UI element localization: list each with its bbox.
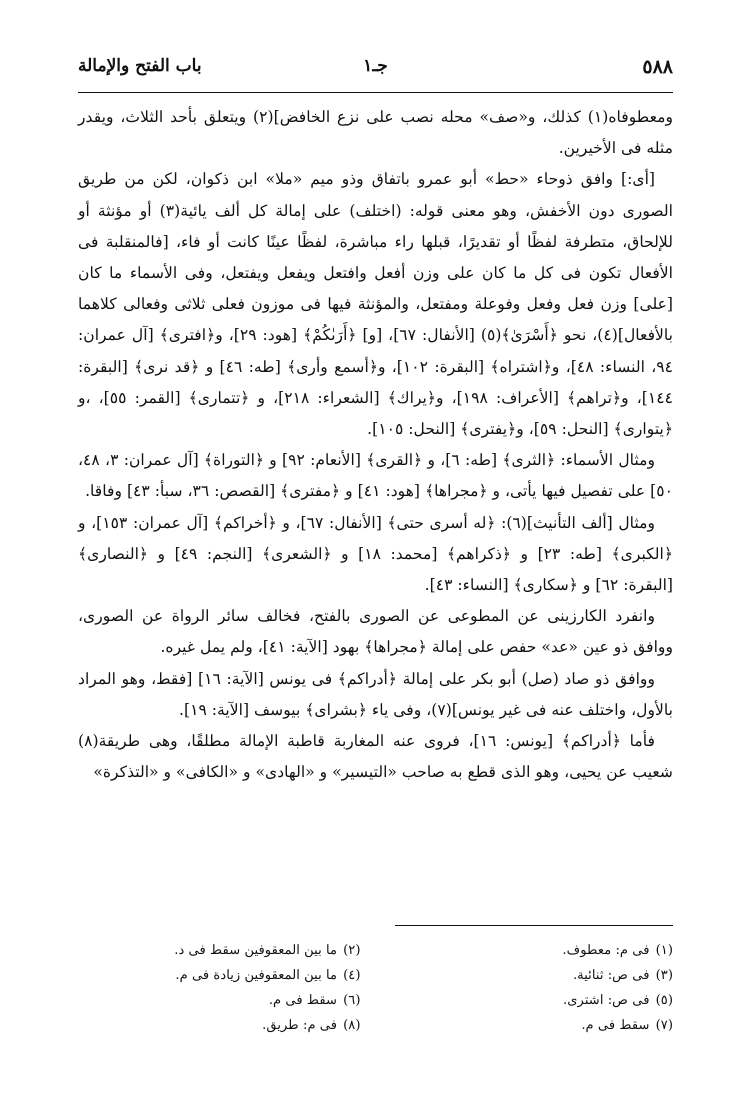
footnote-text: سقط فى م. bbox=[581, 1018, 650, 1033]
footnote-text: فى م: طريق. bbox=[262, 1018, 338, 1033]
paragraph: ومثال [ألف التأنيث](٦): ﴿له أسرى حتى﴾ [الأنفال: ٦٧]، و ﴿أخراكم﴾ [آل عمران: ١٥٣]، و ﴿الكبرى﴾ [طه: ٢٣] و ﴿ذكراهم﴾ [محمد: ١٨] و ﴿الشعرى﴾ [النجم: ٤٩] و ﴿النصارى﴾ [البقرة: ٦٢] و ﴿سكارى﴾ [النساء: ٤٣]. bbox=[78, 513, 673, 595]
footnote bbox=[391, 988, 674, 1013]
footnote-text: فى ص: ثنائية. bbox=[572, 968, 650, 983]
footnote-text: سقط فى م. bbox=[268, 993, 338, 1008]
footnote-text: ما بين المعقوفين سقط فى د. bbox=[174, 943, 338, 958]
page-number: ٥٨٨ bbox=[642, 56, 673, 78]
footnote-rule bbox=[395, 925, 673, 926]
footnote-text: فى م: معطوف. bbox=[562, 943, 650, 958]
footnote-number: (٣) bbox=[655, 968, 673, 983]
footnote-number: (٧) bbox=[655, 1018, 673, 1033]
footnote-number: (٦) bbox=[343, 993, 361, 1008]
running-header bbox=[78, 56, 673, 90]
header-rule bbox=[78, 92, 673, 93]
footnote bbox=[78, 963, 361, 988]
footnote-number: (٥) bbox=[655, 993, 673, 1008]
main-text bbox=[78, 102, 673, 788]
footnote bbox=[78, 988, 361, 1013]
footnote-text: فى ص: اشترى. bbox=[563, 993, 650, 1008]
footnote-text: ما بين المعقوفين زيادة فى م. bbox=[175, 968, 338, 983]
footnote bbox=[78, 938, 361, 963]
paragraph: فأما ﴿أدراكم﴾ [يونس: ١٦]، فروى عنه المغاربة قاطبة الإمالة مطلقًا، وهى طريقة(٨) شعيب عن يحيى، وهو الذى قطع به صاحب «التيسير» و «الهادى» و «الكافى» و «التذكرة» bbox=[78, 732, 673, 782]
footnote bbox=[391, 1013, 674, 1038]
paragraph: ومثال الأسماء: ﴿الثرى﴾ [طه: ٦]، و ﴿القرى﴾ [الأنعام: ٩٢] و ﴿التوراة﴾ [آل عمران: ٣، ٤٨، ٥٠] على تفصيل فيها يأتى، و ﴿مجراها﴾ [هود: ٤١] و ﴿مفترى﴾ [القصص: ٣٦، سبأ: ٤٣] وفاقا. bbox=[78, 451, 673, 501]
footnote bbox=[78, 1013, 361, 1038]
footnote bbox=[391, 963, 674, 988]
paragraph: ووافق ذو صاد (صل) أبو بكر على إمالة ﴿أدراكم﴾ فى يونس [الآية: ١٦] [فقط، وهو المراد بالأول، واختلف عنه فى غير يونس](٧)، وفى ياء ﴿بشراى﴾ بيوسف [الآية: ١٩]. bbox=[78, 669, 673, 719]
footnote-number: (٤) bbox=[343, 968, 361, 983]
paragraph: وانفرد الكارزينى عن المطوعى عن الصورى بالفتح، فخالف سائر الرواة عن الصورى، ووافق ذو عين «عد» حفص على إمالة ﴿مجراها﴾ بهود [الآية: ٤١]، ولم يمل غيره. bbox=[78, 607, 673, 657]
footnotes bbox=[78, 938, 673, 1038]
paragraph: [أى:] وافق ذوحاء «حط» أبو عمرو باتفاق وذو ميم «ملا» ابن ذكوان، لكن من طريق الصورى دون الأخفش، وهو معنى قوله: (اختلف) على إمالة كل ألف يائية(٣) أو مؤنثة أو للإلحاق، متطرفة لفظًا أو تقديرًا، قبلها راء مباشرة، لفظًا عينًا كانت أو فاء، [فالمنقلبة فى الأفعال تكون فى كل ما كان على وزن أفعل وافتعل ويفعل ويفتعل، وفى الأسماء ما كان [على] وزن فعل وفعل وفوعلة ومفتعل، والمؤنثة فيها فى موزون فعلى ثلاثى وفعالى كلاهما بالأفعال](٤)، نحو ﴿أَسْرَىٰ﴾(٥) [الأنفال: ٦٧]، [و] ﴿أَرَىٰكُمْ﴾ [هود: ٢٩]، و﴿افترى﴾ [آل عمران: ٩٤، النساء: ٤٨]، و﴿اشتراه﴾ [البقرة: ١٠٢]، و﴿أسمع وأرى﴾ [طه: ٤٦] و ﴿قد نرى﴾ [البقرة: ١٤٤]، و﴿تراهم﴾ [الأعراف: ١٩٨]، و﴿يراك﴾ [الشعراء: ٢١٨]، و ﴿تتمارى﴾ [القمر: ٥٥]، ،و ﴿يتوارى﴾ [النحل: ٥٩]، و﴿يفترى﴾ [النحل: ١٠٥]. bbox=[78, 170, 674, 439]
volume-label: جـ١ bbox=[363, 56, 388, 76]
footnote-number: (٢) bbox=[343, 943, 361, 958]
footnote bbox=[391, 938, 674, 963]
footnote-number: (١) bbox=[655, 943, 673, 958]
footnote-number: (٨) bbox=[343, 1018, 361, 1033]
chapter-title: باب الفتح والإمالة bbox=[78, 56, 202, 76]
paragraph: ومعطوفاه(١) كذلك، و«صف» محله نصب على نزع الخافض](٢) ويتعلق بأحد الثلاث، ويقدر مثله فى الأخيرين. bbox=[78, 108, 673, 158]
